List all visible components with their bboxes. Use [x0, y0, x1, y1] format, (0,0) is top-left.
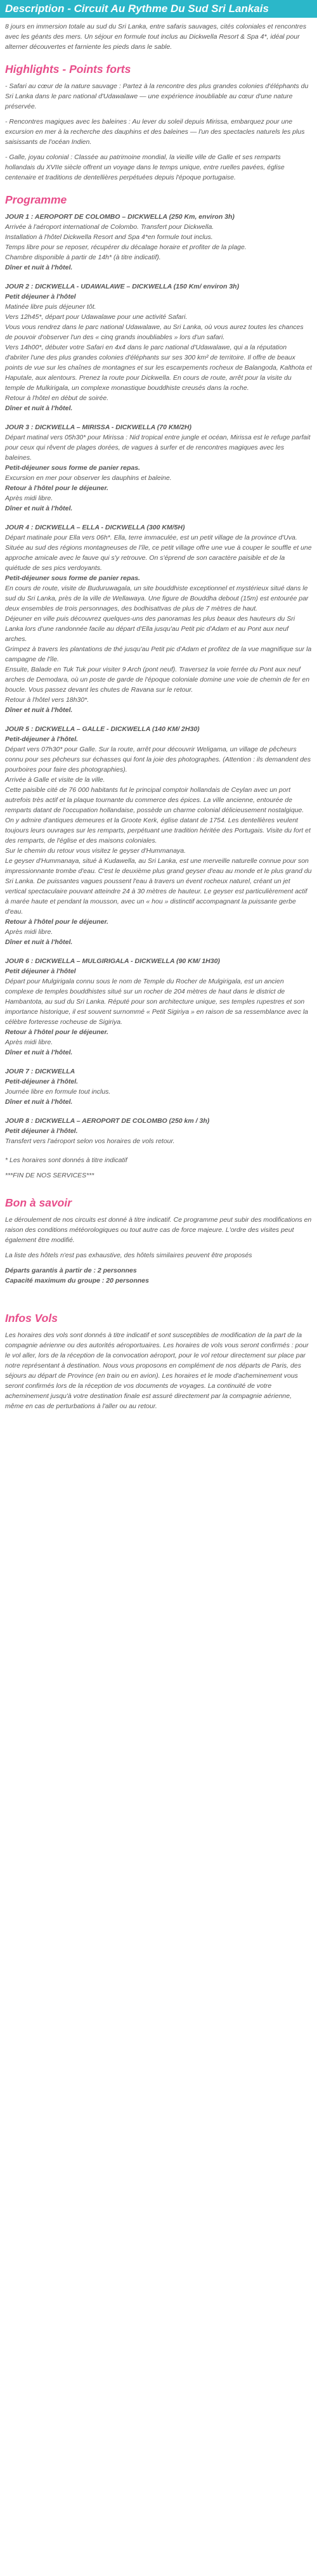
highlight-item: - Rencontres magiques avec les baleines : Au lever du soleil depuis Mirissa, embarquez pour une excursion en mer à la recherche des dauphins et des baleines — l'un des spectacles naturels les plus saisissants de l'océan Indien.	[5, 118, 305, 146]
highlights-title: Highlights - Points forts	[5, 63, 131, 75]
day-line: Petit déjeuner à l'hôtel	[5, 968, 76, 975]
day-line: Petit-déjeuner sous forme de panier repas.	[5, 464, 140, 472]
day-line: Départ pour Mulgirigala connu sous le nom de Temple du Rocher de Mulgirigala, est un ancien complexe de temples bouddhistes situé sur un rocher de 204 mètres de haut dans le district de Hambantota, au sud du Sri Lanka. Réputé pour son architecture unique, ses temples rupestres et son importance historique, il est souvent surnommé « Petit Sigiriya » en raison de sa ressemblance avec la célèbre forteresse rocheuse de Sigiriya.	[5, 978, 308, 1026]
highlight-item: - Galle, joyau colonial : Classée au patrimoine mondial, la vieille ville de Galle et ses remparts hollandais du XVIIe siècle offrent un voyage dans le temps unique, entre ruelles pavées, église centenaire et traditions de dentellières perpétuées depuis l'époque portugaise.	[5, 153, 285, 181]
day-line: Dîner et nuit à l'hôtel.	[5, 1098, 73, 1106]
day-line: Départ matinal vers 05h30* pour Mirissa : Nid tropical entre jungle et océan, Mirissa est le refuge parfait pour ceux qui rêvent de plages dorées, de vagues à surfer et de rencontres magiques avec les baleines.	[5, 434, 311, 462]
day-title: JOUR 6 : DICKWELLA – MULGIRIGALA - DICKWELLA (90 KM/ 1H30)	[5, 957, 220, 965]
day-line: Cette paisible cité de 76 000 habitants fut le principal comptoir hollandais de Ceylan avec un port autrefois très actif et la plaque tournante du commerce des épices. La ville ancienne, entourée de remparts datant de l'occupation hollandaise, possède un charme colonial délicieusement nostalgique. On y admire d'antiques demeures et la Groote Kerk, église datant de 1754. Les dentellières veulent toujours leurs ouvrages sur les remparts, perpétuant une tradition héritée des Portugais. Visite du fort et des remparts, de l'église et des maisons coloniales.	[5, 786, 311, 845]
day-line: Dîner et nuit à l'hôtel.	[5, 938, 73, 946]
day-line: Déjeuner en ville puis découvrez quelques-uns des panoramas les plus beaux des hauteurs du Sri Lanka lors d'une randonnée facile au départ d'Ella jusqu'au Petit pic d'Adam et au Pont aux neuf arches.	[5, 615, 295, 643]
programme-day	[5, 956, 312, 1058]
day-line: Dîner et nuit à l'hôtel.	[5, 405, 73, 412]
day-line: Petit déjeuner à l'hôtel.	[5, 1127, 78, 1135]
day-line: Dîner et nuit à l'hôtel.	[5, 1049, 73, 1056]
day-line: Après midi libre.	[5, 928, 53, 936]
day-title: JOUR 4 : DICKWELLA – ELLA - DICKWELLA (300 KM/5H)	[5, 524, 185, 531]
day-line: Petit-déjeuner sous forme de panier repas.	[5, 574, 140, 582]
day-line: Petit-déjeuner à l'hôtel.	[5, 735, 79, 743]
programme-day	[5, 422, 312, 514]
programme-day	[5, 724, 312, 947]
hours-note: * Les horaires sont donnés à titre indicatif	[5, 1156, 127, 1164]
highlight-item: - Safari au cœur de la nature sauvage : Partez à la rencontre des plus grandes colonies d'éléphants du Sri Lanka dans le parc national d'Udawalawe — une expérience inoubliable au cœur d'une nature préservée.	[5, 82, 309, 110]
day-title: JOUR 8 : DICKWELLA – AEROPORT DE COLOMBO (250 km / 3h)	[5, 1117, 210, 1125]
day-line: Excursion en mer pour observer les dauphins et baleine.	[5, 474, 172, 482]
bon-a-savoir-title: Bon à savoir	[5, 1196, 72, 1209]
day-line: Installation à l'hôtel Dickwella Resort and Spa 4*en formule tout inclus.	[5, 233, 213, 241]
day-line: Le geyser d'Hummanaya, situé à Kudawella, au Sri Lanka, est une merveille naturelle connue pour son impressionnante trombe d'eau. C'est le deuxième plus grand geyser d'eau au monde et le plus grand du Sri Lanka. De puissantes vagues poussent l'eau à travers un évent rocheux naturel, créant un jet vertical spectaculaire pouvant atteindre 24 à 30 mètres de hauteur. Le geyser est particulièrement actif à marée haute et pendant la mousson, avec un « hou » distinctif accompagnant la puissante gerbe d'eau.	[5, 857, 312, 916]
day-line: En cours de route, visite de Buduruwagala, un site bouddhiste exceptionnel et mystérieux situé dans le sud du Sri Lanka, près de la ville de Wellawaya. Une figure de Bouddha debout (15m) est entourée par deux ensembles de trois personnages, des bodhisattvas de plus de 7 mètres de haut.	[5, 585, 309, 612]
day-title: JOUR 5 : DICKWELLA – GALLE - DICKWELLA (140 KM/ 2H30)	[5, 725, 200, 733]
bon-a-savoir-section	[5, 1196, 312, 1286]
day-line: Dîner et nuit à l'hôtel.	[5, 706, 73, 714]
programme-title: Programme	[5, 193, 67, 206]
intro-text: 8 jours en immersion totale au sud du Sri Lanka, entre safaris sauvages, cités coloniales et rencontres avec les géants des mers. Un séjour en formule tout inclus au Dickwella Resort & Spa 4*, idéal pour alterner découvertes et farniente les pieds dans le sable.	[5, 23, 307, 51]
programme-day	[5, 1116, 312, 1146]
programme-section	[5, 193, 312, 1181]
programme-day	[5, 522, 312, 715]
group-capacity: Capacité maximum du groupe : 20 personnes	[5, 1277, 149, 1285]
day-line: Départ vers 07h30* pour Galle. Sur la route, arrêt pour découvrir Weligama, un village de pêcheurs connu pour ses pêcheurs sur échasses qui font la joie des photographes. (Attention : ils demandent des pourboires pour faire des photographies).	[5, 746, 311, 773]
departures-guaranteed: Départs garantis à partir de : 2 personnes	[5, 1267, 137, 1274]
day-line: Dîner et nuit à l'hôtel.	[5, 264, 73, 271]
day-line: Chambre disponible à partir de 14h* (à titre indicatif).	[5, 254, 161, 261]
programme-day	[5, 1066, 312, 1107]
day-line: Arrivée à l'aéroport international de Colombo. Transfert pour Dickwella.	[5, 223, 214, 231]
bon-a-savoir-paragraph: Le déroulement de nos circuits est donné à titre indicatif. Ce programme peut subir des modifications en raison des conditions météorologiques ou tout autre cas de force majeure. L'ordre des visites peut également être modifié.	[5, 1216, 312, 1244]
day-line: Dîner et nuit à l'hôtel.	[5, 505, 73, 512]
day-line: Retour à l'hôtel pour le déjeuner.	[5, 1028, 108, 1036]
day-line: Retour à l'hôtel en début de soirée.	[5, 394, 109, 402]
day-title: JOUR 7 : DICKWELLA	[5, 1068, 75, 1075]
day-line: Retour à l'hôtel pour le déjeuner.	[5, 918, 108, 926]
day-line: Vers 14h00*, débuter votre Safari en 4x4 dans le parc national d'Udawalawe, qui a la réputation d'abriter l'une des plus grandes colonies d'éléphants sur ses 300 km² de territoire. Il offre de beaux points de vue sur les chaînes de montagnes et sur les escarpements rocheux de Balangoda, Kalthota et Haputale, aux alentours. Prenez la route pour Dickwella. En cours de route, arrêt pour la visite du temple de Mulkirigala, un complexe monastique bouddhiste creusés dans la roche.	[5, 344, 312, 392]
programme-day	[5, 212, 312, 273]
day-line: Vous vous rendrez dans le parc national Udawalawe, au Sri Lanka, où vous aurez toutes les chances de pouvoir d'observer l'un des « cinq grands inoubliables » lors d'un safari.	[5, 323, 304, 341]
days-list	[5, 212, 312, 1146]
day-title: JOUR 1 : AEROPORT DE COLOMBO – DICKWELLA (250 Km, environ 3h)	[5, 213, 235, 221]
content	[0, 18, 317, 1435]
infos-vols-section	[5, 1311, 312, 1411]
programme-day	[5, 282, 312, 413]
day-line: Temps libre pour se reposer, récupérer du décalage horaire et profiter de la plage.	[5, 243, 247, 251]
day-line: Retour à l'hôtel pour le déjeuner.	[5, 484, 108, 492]
infos-vols-title: Infos Vols	[5, 1312, 58, 1324]
day-line: Départ matinale pour Ella vers 06h*. Ella, terre immaculée, est un petit village de la province d'Uva. Située au sud des régions montagneuses de l'île, ce petit village offre une vue à couper le souffle et une approche amicale avec le fauve qui s'y retrouve. On s'éprend de son caractère paisible et de la quiétude de ses pics verdoyants.	[5, 534, 312, 572]
day-line: Sur le chemin du retour vous visitez le geyser d'Hummanaya.	[5, 847, 186, 855]
day-line: Après midi libre.	[5, 495, 53, 502]
end-of-services: ***FIN DE NOS SERVICES***	[5, 1172, 94, 1179]
day-line: Grimpez à travers les plantations de thé jusqu'au Petit pic d'Adam et profitez de la vue magnifique sur la campagne de l'île.	[5, 645, 312, 663]
infos-vols-paragraph: Les horaires des vols sont donnés à titre indicatif et sont susceptibles de modification de la part de la compagnie aérienne ou des autorités aéroportuaires. Les horaires de vols vous seront confirmés : pour le vol aller, lors de la réception de la convocation aéroport, pour le vol retour directement sur place par notre représentant à destination. Nous vous proposons en complément de nos départs de Paris, des séjours au départ de Province (en train ou en avion). Les horaires et le mode d'acheminement vous seront confirmés lors de la réception de vos documents de voyages. La continuité de votre acheminement jusqu'à votre destination finale est assuré directement par la compagnie aérienne, même en cas de perturbations à l'aller ou au retour.	[5, 1331, 309, 1410]
page-banner	[0, 0, 317, 18]
day-line: Petit déjeuner à l'hôtel	[5, 293, 76, 301]
day-line: Retour à l'hôtel vers 18h30*.	[5, 696, 89, 704]
day-line: Journée libre en formule tout inclus.	[5, 1088, 111, 1096]
day-line: Arrivée à Galle et visite de la ville.	[5, 776, 105, 784]
day-title: JOUR 2 : DICKWELLA - UDAWALAWE – DICKWELLA (150 Km/ environ 3h)	[5, 283, 240, 290]
bon-a-savoir-paragraph: La liste des hôtels n'est pas exhaustive, des hôtels similaires peuvent être proposés	[5, 1252, 252, 1259]
day-line: Transfert vers l'aéroport selon vos horaires de vols retour.	[5, 1137, 175, 1145]
day-title: JOUR 3 : DICKWELLA – MIRISSA - DICKWELLA (70 KM/2H)	[5, 424, 192, 431]
highlights-section	[5, 62, 312, 183]
page-title: Description - Circuit Au Rythme Du Sud Sri Lankais	[5, 3, 269, 15]
day-line: Petit-déjeuner à l'hôtel.	[5, 1078, 79, 1085]
day-line: Ensuite, Balade en Tuk Tuk pour visiter 9 Arch (pont neuf). Traversez la voie ferrée du Pont aux neuf arches de Demodara, où un poste de garde de l'époque coloniale domine une voie de chemin de fer en boucle. Vous passez devant les chutes de Ravana sur le retour.	[5, 666, 310, 694]
day-line: Vers 12h45*, départ pour Udawalawe pour une activité Safari.	[5, 313, 188, 321]
day-line: Après midi libre.	[5, 1039, 53, 1046]
day-line: Matinée libre puis déjeuner tôt.	[5, 303, 96, 311]
